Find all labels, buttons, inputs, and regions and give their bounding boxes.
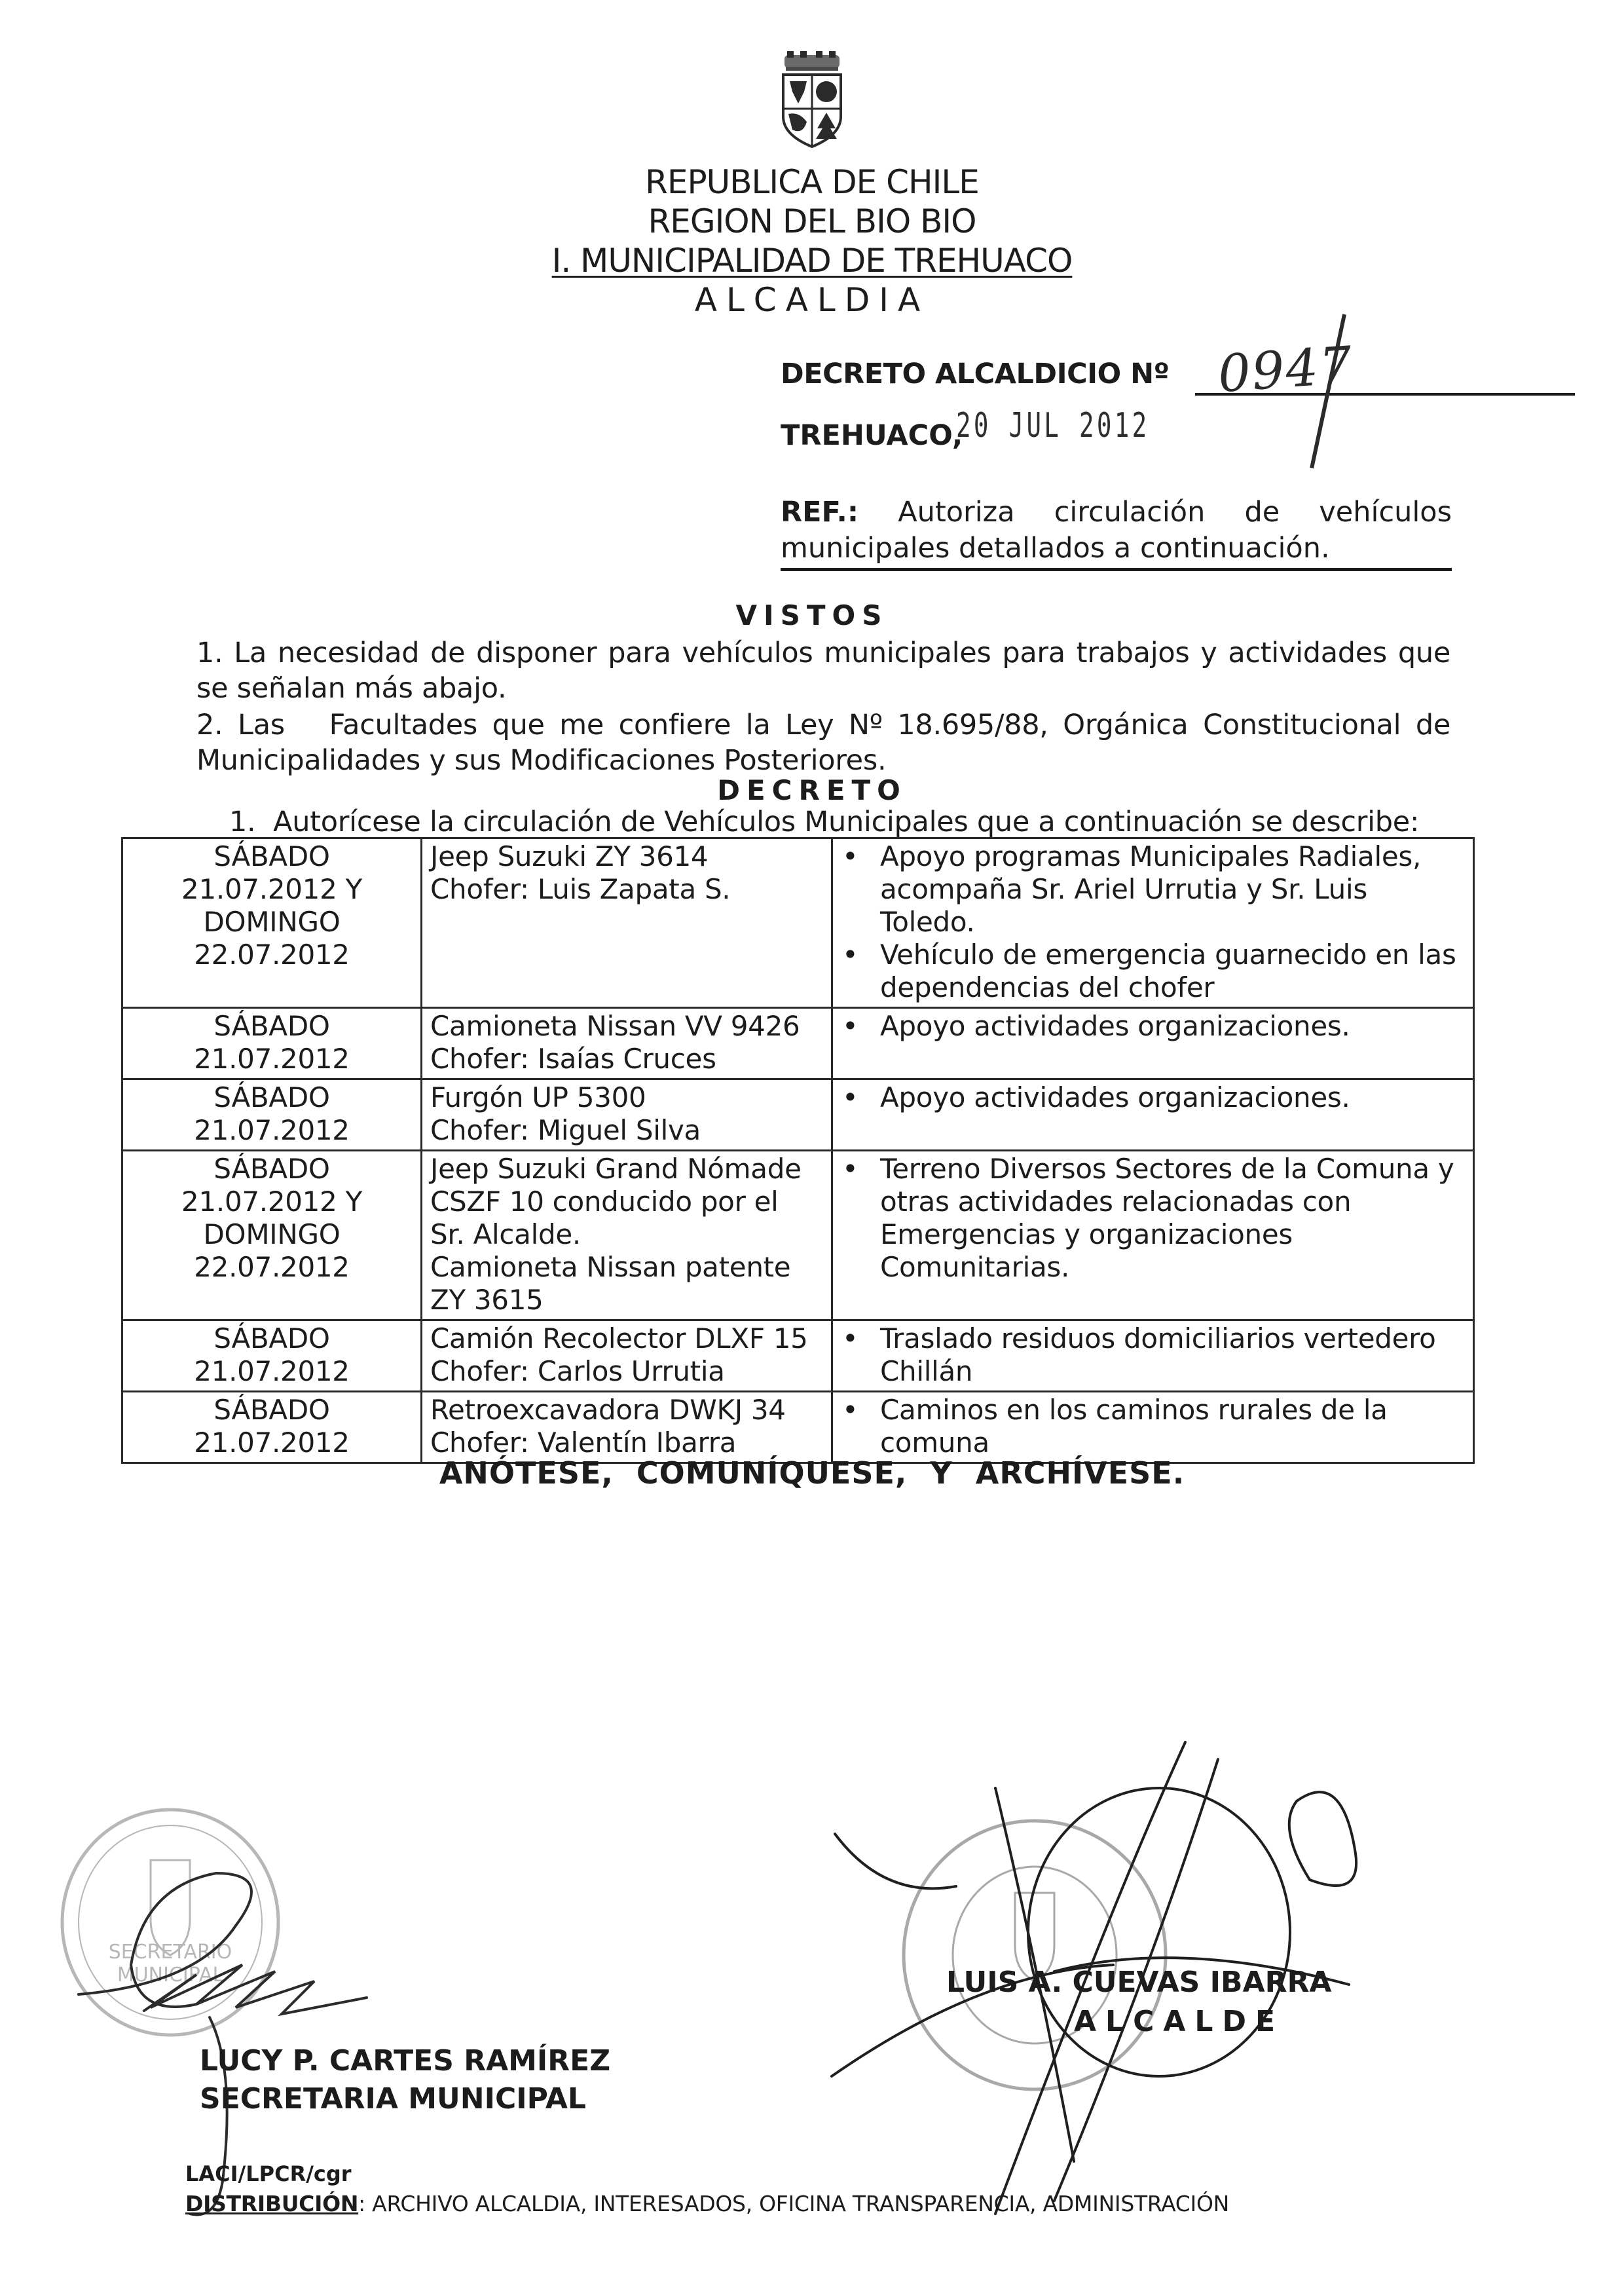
vehicle-row <box>122 1320 1474 1392</box>
activity-item: • Caminos en los caminos rurales de la comuna <box>880 1394 1465 1459</box>
vehicle-driver-cell <box>422 1008 832 1079</box>
ref-text: Autoriza circulación de vehículos municipales detallados a continuación. <box>781 496 1452 565</box>
activity-item: • Traslado residuos domiciliarios vertedero Chillán <box>880 1322 1465 1388</box>
activity-item: • Vehículo de emergencia guarnecido en las dependencias del chofer <box>880 939 1465 1004</box>
vistos-item-2: 2. Las Facultades que me confiere la Ley Nº 18.695/88, Orgánica Constitucional de Municipalidades y sus Modificaciones Posteriores. <box>196 709 1460 777</box>
vehicle-line: Camioneta Nissan VV 9426 <box>430 1010 800 1042</box>
decree-reference <box>781 494 1452 567</box>
vehicle-line: Sr. Alcalde. <box>430 1218 581 1250</box>
vehicle-date-cell <box>122 1079 422 1151</box>
vistos-title: VISTOS <box>735 599 889 631</box>
vehicle-line: Retroexcavadora DWKJ 34 <box>430 1394 786 1426</box>
secretaria-title: SECRETARIA MUNICIPAL <box>200 2082 586 2116</box>
alcalde-name: LUIS A. CUEVAS IBARRA <box>946 1966 1332 1999</box>
activity-item: • Apoyo programas Municipales Radiales, acompaña Sr. Ariel Urrutia y Sr. Luis Toledo. <box>880 840 1465 939</box>
activity-list <box>841 1394 1465 1459</box>
activity-list <box>841 1010 1465 1043</box>
distribution-label: DISTRIBUCIÓN <box>185 2191 359 2216</box>
date-line: 21.07.2012 <box>194 1355 350 1387</box>
vehicle-driver-cell <box>422 1079 832 1151</box>
date-line: SÁBADO <box>213 1322 330 1354</box>
date-line: 21.07.2012 Y <box>181 1185 362 1218</box>
vehicle-activity-cell <box>832 838 1474 1008</box>
ref-label: REF.: <box>781 496 859 529</box>
alcalde-title: ALCALDE <box>1074 2005 1285 2038</box>
header-office: ALCALDIA <box>694 281 930 319</box>
vehicle-line: Chofer: Isaías Cruces <box>430 1043 716 1075</box>
date-line: SÁBADO <box>213 1153 330 1185</box>
decreto-intro: 1. Autorícese la circulación de Vehículos Municipales que a continuación se describe: <box>229 806 1420 838</box>
vehicle-line: Chofer: Luis Zapata S. <box>430 873 731 905</box>
decree-number-handwritten: 0947 <box>1216 335 1356 405</box>
date-line: 21.07.2012 <box>194 1043 350 1075</box>
secretaria-block <box>200 2042 610 2118</box>
date-line: 21.07.2012 Y <box>181 873 362 905</box>
vehicle-date-cell <box>122 1320 422 1392</box>
seal-text-municipal: MUNICIPAL <box>117 1964 224 1987</box>
vehicle-driver-cell <box>422 1151 832 1320</box>
activity-list <box>841 1322 1465 1388</box>
vehicle-activity-cell <box>832 1320 1474 1392</box>
closing-formula: ANÓTESE, COMUNÍQUESE, Y ARCHÍVESE. <box>439 1455 1185 1491</box>
vistos-item-1: 1. La necesidad de disponer para vehículos municipales para trabajos y actividades que se señalan más abajo. <box>196 637 1450 705</box>
activity-list <box>841 1081 1465 1114</box>
secretaria-seal <box>62 1810 278 2035</box>
vehicle-row <box>122 1151 1474 1320</box>
date-line: 22.07.2012 <box>194 1251 350 1283</box>
date-line: SÁBADO <box>213 1081 330 1113</box>
vehicle-line: Camión Recolector DLXF 15 <box>430 1322 808 1354</box>
vehicle-line: Chofer: Valentín Ibarra <box>430 1427 737 1459</box>
date-line: SÁBADO <box>213 1010 330 1042</box>
vehicle-line: Camioneta Nissan patente <box>430 1251 791 1283</box>
vehicle-driver-cell <box>422 1392 832 1463</box>
decreto-title: DECRETO <box>717 774 907 806</box>
vehicle-line: ZY 3615 <box>430 1284 544 1316</box>
distribution-list: : ARCHIVO ALCALDIA, INTERESADOS, OFICINA TRANSPARENCIA, ADMINISTRACIÓN <box>358 2191 1230 2216</box>
date-line: 21.07.2012 <box>194 1114 350 1146</box>
header-region: REGION DEL BIO BIO <box>648 202 976 240</box>
decree-number-underline <box>1195 393 1575 396</box>
vehicle-driver-cell <box>422 1320 832 1392</box>
vehicle-driver-cell <box>422 838 832 1008</box>
header-municipality: I. MUNICIPALIDAD DE TREHUACO <box>551 242 1073 280</box>
vehicle-line: Furgón UP 5300 <box>430 1081 646 1113</box>
vehicle-activity-cell <box>832 1151 1474 1320</box>
ref-divider <box>781 568 1452 571</box>
secretaria-name: LUCY P. CARTES RAMÍREZ <box>200 2044 611 2078</box>
vehicle-date-cell <box>122 1151 422 1320</box>
activity-item: • Terreno Diversos Sectores de la Comuna y otras actividades relacionadas con Emergencias y organizaciones Comunitarias. <box>880 1153 1465 1284</box>
activity-item: • Apoyo actividades organizaciones. <box>880 1010 1465 1043</box>
coat-of-arms-icon <box>779 51 845 149</box>
vehicle-row <box>122 838 1474 1008</box>
date-line: SÁBADO <box>213 840 330 872</box>
activity-item: • Apoyo actividades organizaciones. <box>880 1081 1465 1114</box>
date-line: 21.07.2012 <box>194 1427 350 1459</box>
vehicle-line: CSZF 10 conducido por el <box>430 1185 779 1218</box>
date-line: DOMINGO <box>203 906 341 938</box>
decree-place: TREHUACO, <box>781 419 963 452</box>
vehicle-row <box>122 1392 1474 1463</box>
alcalde-seal <box>904 1821 1166 2089</box>
vehicle-row <box>122 1008 1474 1079</box>
vehicle-row <box>122 1079 1474 1151</box>
vehicle-activity-cell <box>832 1008 1474 1079</box>
date-line: 22.07.2012 <box>194 939 350 971</box>
vehicle-line: Jeep Suzuki ZY 3614 <box>430 840 709 872</box>
vehicle-date-cell <box>122 1392 422 1463</box>
vehicles-table <box>121 837 1475 1464</box>
activity-list <box>841 840 1465 1004</box>
vehicle-activity-cell <box>832 1392 1474 1463</box>
vehicle-activity-cell <box>832 1079 1474 1151</box>
vehicle-date-cell <box>122 1008 422 1079</box>
decree-title: DECRETO ALCALDICIO Nº <box>781 358 1170 390</box>
decree-date-stamp: 20 JUL 2012 <box>956 406 1150 445</box>
date-line: SÁBADO <box>213 1394 330 1426</box>
activity-list <box>841 1153 1465 1284</box>
vehicle-line: Chofer: Miguel Silva <box>430 1114 701 1146</box>
distribution-line <box>185 2191 1229 2216</box>
date-line: DOMINGO <box>203 1218 341 1250</box>
vehicle-line: Jeep Suzuki Grand Nómade <box>430 1153 802 1185</box>
vehicle-date-cell <box>122 838 422 1008</box>
seal-text-secretario: SECRETARIO <box>108 1941 232 1964</box>
header-country: REPUBLICA DE CHILE <box>645 163 979 201</box>
vehicle-line: Chofer: Carlos Urrutia <box>430 1355 725 1387</box>
document-initials: LACI/LPCR/cgr <box>185 2161 352 2186</box>
